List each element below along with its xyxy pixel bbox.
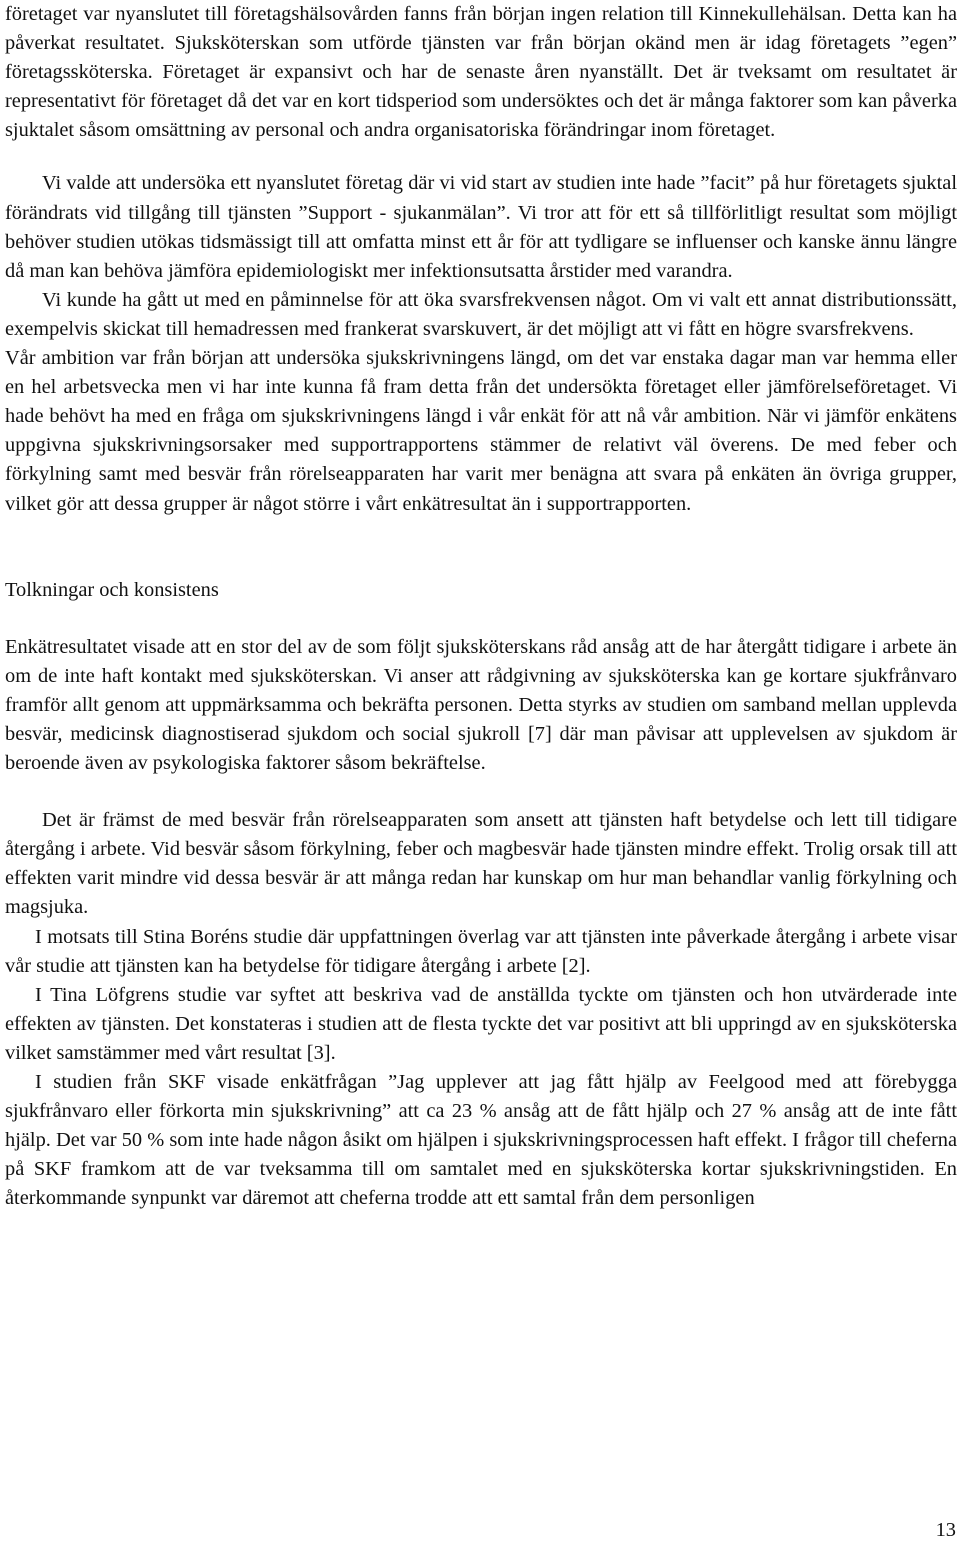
paragraph-study-choice: Vi valde att undersöka ett nyanslutet företag där vi vid start av studien inte hade ”facit” på hur företagets sjuktal förändrats vid tillgång till tjänsten ”Support - sjukanmälan”. Vi tror att för ett så tillförlitligt resultat som möjligt behöver studien utökas tidsmässigt till att omfatta minst ett år för att tydligare se influenser och kanske ännu längre då man kan behöva jämföra epidemiologiskt mer infektionsutsatta årstider med varandra.: [5, 172, 957, 282]
document-page: [5, 0, 957, 1213]
page-number: 13: [935, 1519, 956, 1541]
paragraph-boren-study: I motsats till Stina Boréns studie där uppfattningen överlag var att tjänsten inte påverkade återgång i arbete visar vår studie att tjänsten kan ha betydelse för tidigare återgång i arbete [2].: [5, 925, 957, 977]
section-heading: Tolkningar och konsistens: [5, 578, 219, 601]
paragraph-ambition: Vår ambition var från början att undersöka sjukskrivningens längd, om det var enstaka dagar man var hemma eller en hel arbetsvecka men vi har inte kunna få fram detta från det undersökta företaget eller jämförelseföretaget. Vi hade behövt ha med en fråga om sjukskrivningens längd i vår enkät för att nå vår ambition. När vi jämför enkätens uppgivna sjukskrivningsorsaker med supportrapportens stämmer de relativt väl överens. De med feber och förkylning samt med besvär från rörelseapparaten har varit mer benägna att svara på enkäten än övriga grupper, vilket gör att dessa grupper är något större i vårt enkätresultat än i supportrapporten.: [5, 347, 957, 515]
paragraph-response-rate: Vi kunde ha gått ut med en påminnelse för att öka svarsfrekvensen något. Om vi valt ett annat distributionssätt, exempelvis skickat till hemadressen med frankerat svarskuvert, är det möjligt att vi fått en högre svarsfrekvens.: [5, 288, 957, 340]
paragraph-company-relation: företaget var nyanslutet till företagshälsovården fanns från början ingen relation till Kinnekullehälsan. Detta kan ha påverkat resultatet. Sjuksköterskan som utförde tjänsten var från början okänd men är idag företagets ”egen” företagssköterska. Företaget är expansivt och har de senaste åren nyanställt. Det är tveksamt om resultatet är representativt för företaget då det var en kort tidsperiod som undersöktes och det är många faktorer som kan påverka sjuktalet såsom omsättning av personal och andra organisatoriska förändringar inom företaget.: [5, 3, 957, 142]
paragraph-survey-result: Enkätresultatet visade att en stor del av de som följt sjuksköterskans råd ansåg att de har återgått tidigare i arbete än om de inte haft kontakt med sjuksköterskan. Vi anser att rådgivning av sjuksköterska kan ge kortare sjukfrånvaro framför allt genom att uppmärksamma och bekräfta personen. Detta styrks av studien om samband mellan upplevda besvär, medicinsk diagnostiserad sjukdom och social sjukroll [7] där man påvisar att upplevelsen av sjukdom är beroende även av psykologiska faktorer såsom bekräftelse.: [5, 635, 957, 775]
paragraph-musculoskeletal: Det är främst de med besvär från rörelseapparaten som ansett att tjänsten haft betydelse och lett till tidigare återgång i arbete. Vid besvär såsom förkylning, feber och magbesvär hade tjänsten mindre effekt. Trolig orsak till att effekten varit mindre vid dessa besvär är att många redan har kunskap om hur man behandlar vanlig förkylning och magsjuka.: [5, 809, 957, 919]
paragraph-lofgren-study: I Tina Löfgrens studie var syftet att beskriva vad de anställda tyckte om tjänsten och hon utvärderade inte effekten av tjänsten. Det konstateras i studien att de flesta tyckte det var positivt att bli uppringd av en sjuksköterska vilket samstämmer med vårt resultat [3].: [5, 983, 957, 1064]
paragraph-skf-study: I studien från SKF visade enkätfrågan ”Jag upplever att jag fått hjälp av Feelgood med att förebygga sjukfrånvaro eller förkorta min sjukskrivning” att ca 23 % ansåg att de fått hjälp och 27 % ansåg att de inte fått hjälp. Det var 50 % som inte hade någon åsikt om hjälpen i sjukskrivningsprocessen haft effekt. I frågor till cheferna på SKF framkom att de var tveksamma till om samtalet med en sjuksköterska kortar sjukskrivningstiden. En återkommande synpunkt var däremot att cheferna trodde att ett samtal från dem personligen: [5, 1071, 957, 1210]
